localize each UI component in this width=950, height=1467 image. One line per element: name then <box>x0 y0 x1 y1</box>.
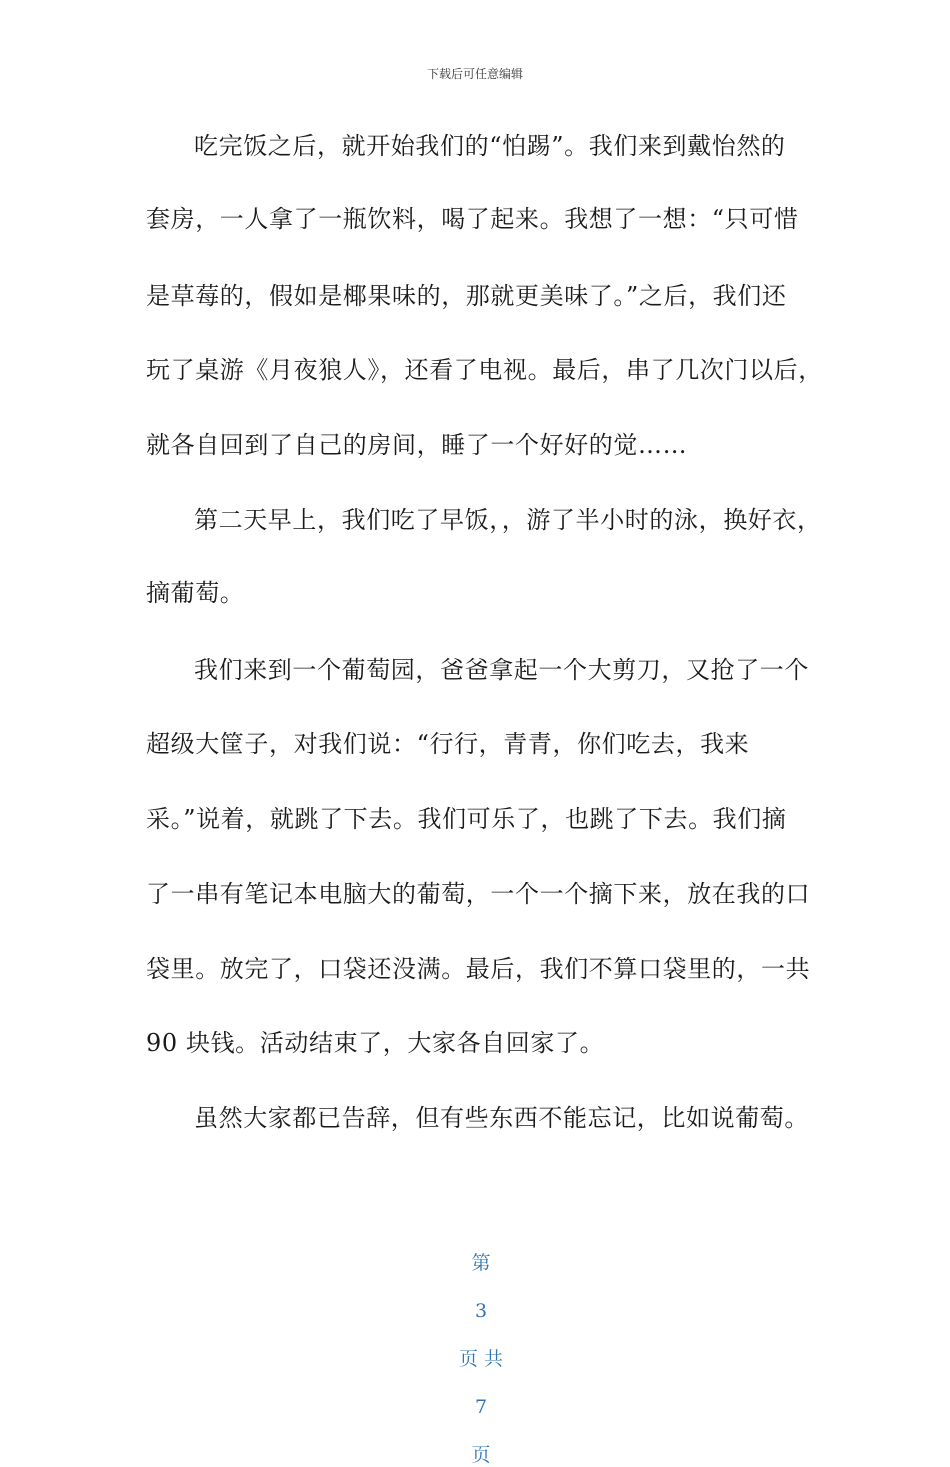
page-footer <box>0 1227 950 1467</box>
paragraph-line: 玩了桌游《月夜狼人》，还看了电视。最后，串了几次门以后， <box>146 356 823 384</box>
paragraph-line: 虽然大家都已告辞，但有些东西不能忘记，比如说葡萄。 <box>194 1104 809 1132</box>
footer-page-current: 3 <box>475 1300 488 1322</box>
paragraph-line: 袋里。放完了，口袋还没满。最后，我们不算口袋里的，一共 <box>146 955 811 983</box>
paragraph-line: 采。”说着，就跳了下去。我们可乐了，也跳了下去。我们摘 <box>146 805 787 833</box>
page-header: 下载后可任意编辑 <box>426 67 523 81</box>
paragraph-line: 吃完饭之后，就开始我们的“怕踢”。我们来到戴怡然的 <box>194 132 786 160</box>
paragraph-line: 摘葡萄。 <box>146 579 245 607</box>
paragraph-line: 超级大筐子，对我们说：“行行，青青，你们吃去，我来 <box>146 730 750 758</box>
paragraph-line: 90 块钱。活动结束了，大家各自回家了。 <box>146 1029 605 1057</box>
paragraph-line: 我们来到一个葡萄园，爸爸拿起一个大剪刀，又抢了一个 <box>194 656 809 684</box>
paragraph-line: 了一串有笔记本电脑大的葡萄，一个一个摘下来，放在我的口 <box>146 880 811 908</box>
footer-middle: 页 共 <box>459 1348 504 1370</box>
paragraph-line: 第二天早上，我们吃了早饭，，游了半小时的泳，换好衣， <box>194 506 822 534</box>
paragraph-line: 是草莓的，假如是椰果味的，那就更美味了。”之后，我们还 <box>146 282 787 310</box>
paragraph-line: 就各自回到了自己的房间，睡了一个好好的觉…… <box>146 431 688 459</box>
paragraph-line: 套房，一人拿了一瓶饮料，喝了起来。我想了一想：“只可惜 <box>146 205 799 233</box>
footer-page-total: 7 <box>475 1396 488 1418</box>
footer-suffix: 页 <box>471 1444 491 1466</box>
footer-prefix: 第 <box>471 1252 491 1274</box>
